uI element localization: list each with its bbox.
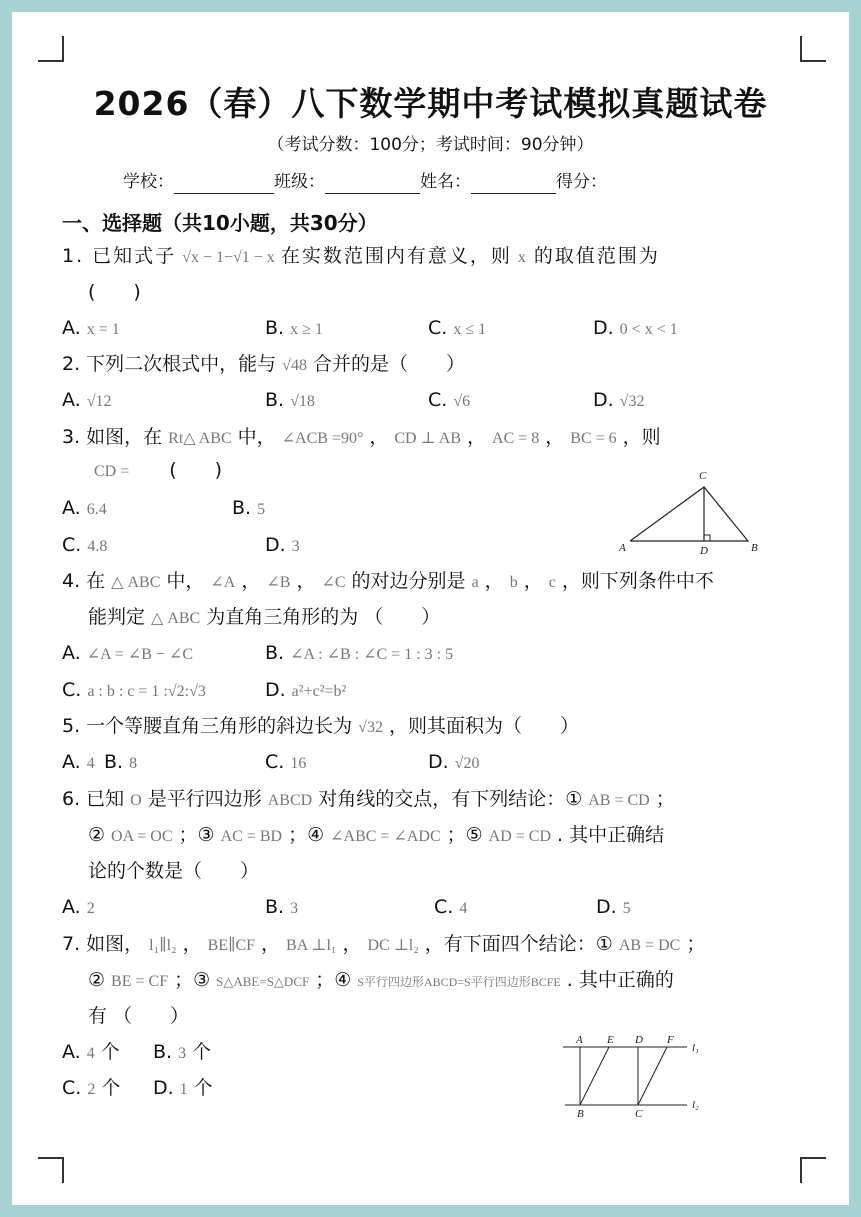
math-expression: ∠C [321,574,346,591]
question-7-line3: 有 （ ） [88,1005,190,1027]
corner-mark [38,36,64,62]
text: C. [62,1077,82,1099]
text: 能判定 [88,606,146,628]
math-expression: 3 [290,900,299,917]
text: 7. 如图， [62,933,144,955]
score-label: 得分： [556,172,607,192]
math-expression: a [471,574,479,591]
option-b[interactable] [104,750,143,776]
option-c[interactable] [434,895,473,921]
text: D [635,1034,643,1046]
question-2 [62,352,465,378]
math-expression: l₁∥l₂ [149,937,177,954]
text: D. [593,389,614,411]
question-6-line3: 论的个数是（ ） [88,860,260,882]
text: 6. 已知 [62,788,125,810]
text: 中， [237,426,276,448]
math: √x − 1−√1 − x [182,249,275,266]
text: E [607,1034,614,1046]
math-expression: x = 1 [86,321,120,338]
option-b[interactable] [265,895,304,921]
text: B. [265,389,285,411]
text: ② [88,969,106,991]
text: D. [428,751,449,773]
math-expression: 1 [179,1081,188,1098]
text: 个 [193,1077,213,1099]
math-expression: O [130,792,142,809]
math-expression: BA ⊥l₁ [286,937,337,954]
triangle-figure [615,465,765,560]
text: ；③ [174,969,211,991]
option-a[interactable] [62,496,113,522]
text: A. [62,751,81,773]
math-expression: b [509,574,518,591]
math-expression: DC ⊥l₂ [367,937,419,954]
corner-mark [800,36,826,62]
text: ② [88,824,106,846]
math-expression: ∠A [210,574,236,591]
text: D. [593,317,614,339]
option-d[interactable] [265,678,352,704]
text: . 其中正确结 [557,824,665,846]
math-expression: ∠A = ∠B − ∠C [86,646,193,663]
math-expression: a²+c²=b² [291,683,347,700]
option-a[interactable] [62,750,95,776]
option-b[interactable] [232,496,271,522]
text: ；③ [178,824,215,846]
math-expression: 6.4 [86,501,107,518]
q-text: 合并的是（ ） [312,353,465,375]
question-3-line2 [88,458,222,484]
text: l₂ [692,1099,699,1111]
math-expression: 2 [87,1081,96,1098]
text: 3. 如图，在 [62,426,163,448]
math-expression: 0 < x < 1 [619,321,678,338]
math-expression: S平行四边形ABCD=S平行四边形BCFE [357,975,561,989]
exam-subtitle: （考试分数：100分；考试时间：90分钟） [267,135,594,155]
math-expression: 16 [290,755,307,772]
text: 对角线的交点，有下列结论：① [318,788,583,810]
text: B. [265,642,285,664]
text: ，则 [622,426,661,448]
text: 中， [166,570,205,592]
question-3: 3. 如图，在 Rt△ ABC 中， ∠ACB =90° ， CD ⊥ AB ， AC = 8 ， BC = 6 ，则 [62,426,661,448]
text: B [577,1108,584,1120]
question-7-line2 [88,968,674,994]
text: B. [265,317,285,339]
math-expression: 2 [86,900,95,917]
text: C [635,1108,643,1120]
text: l₁ [692,1042,699,1054]
text: 个 [192,1041,212,1063]
text: 的对边分别是 [351,570,466,592]
section-heading: 一、选择题（共10小题，共30分） [62,211,378,235]
math-expression: BC = 6 [570,430,617,447]
text: B. [104,751,124,773]
text: 为直角三角形的为 （ ） [206,606,441,628]
option-b[interactable] [265,388,321,414]
math-expression: √6 [453,393,471,410]
math: √48 [282,357,307,374]
text: . 其中正确的 [566,969,674,991]
text: ( ) [169,459,223,481]
option-a[interactable] [62,895,101,921]
math-expression: x ≥ 1 [290,321,323,338]
question-7: 7. 如图， l₁∥l₂ ， BE∥CF ， BA ⊥l₁ ， DC ⊥l₂ ，有下面四个结论：① AB = DC ； [62,933,706,955]
option-d[interactable] [593,316,684,342]
text: C. [62,534,82,556]
school-label: 学校： [123,172,174,192]
parallel-lines-figure [555,1030,715,1120]
math-expression: 4.8 [87,538,108,555]
option-d[interactable] [265,533,306,559]
text: D [700,545,708,557]
math-expression: c [548,574,556,591]
math-expression: AD = CD [488,828,552,845]
math-expression: Rt△ ABC [168,430,232,447]
question-6 [62,787,675,813]
text: B. [232,497,252,519]
math-expression: ∠ABC = ∠ADC [330,828,441,845]
corner-mark [38,1157,64,1183]
text: A. [62,497,81,519]
text: ，则下列条件中不 [561,570,714,592]
text: A. [62,1041,81,1063]
corner-mark [800,1157,826,1183]
class-label: 班级： [274,172,325,192]
text: ，则其面积为（ ） [388,715,579,737]
math-expression: ABCD [267,792,313,809]
text: 个 [101,1077,121,1099]
question-4: 4. 在 △ ABC 中， ∠A ， ∠B ， ∠C 的对边分别是 a ， b ， c ，则下列条件中不 [62,570,714,592]
name-label: 姓名： [420,172,471,192]
option-c[interactable] [62,1076,120,1102]
math-expression: 3 [291,538,300,555]
option-c[interactable] [265,750,312,776]
text: B. [265,896,285,918]
school-blank[interactable] [174,175,274,194]
option-d[interactable] [593,388,650,414]
math-expression: √18 [290,393,315,410]
option-c[interactable] [62,678,212,704]
text: 个 [100,1041,120,1063]
math-expression: AB = DC [618,937,681,954]
math-expression: √12 [86,393,112,410]
math-expression: 4 [86,755,95,772]
text: A. [62,642,81,664]
math-expression: S△ABE=S△DCF [216,974,310,989]
option-d[interactable] [596,895,637,921]
q-text: 的取值范围为 [533,245,660,267]
option-d[interactable] [153,1076,213,1102]
math-expression: 4 [459,900,468,917]
q-text: 1. 已知式子 [62,245,177,267]
math-expression: △ ABC [151,610,201,627]
text: C. [434,896,454,918]
text: B. [153,1041,173,1063]
q-text: 2. 下列二次根式中，能与 [62,353,277,375]
option-a[interactable] [62,641,199,667]
math-expression: 3 [178,1045,187,1062]
option-b[interactable] [265,641,459,667]
option-d[interactable] [428,750,485,776]
question-5 [62,714,579,740]
q-text: 在实数范围内有意义，则 [280,245,512,267]
text: C [699,470,707,482]
text: D. [596,896,617,918]
math-expression: ∠B [266,574,291,591]
option-b[interactable] [265,316,329,342]
text: ；④ [288,824,325,846]
text: B [751,542,758,554]
text: A [576,1034,583,1046]
text: A. [62,896,81,918]
option-a[interactable] [62,388,117,414]
text: A [619,542,626,554]
math-expression: √20 [454,755,480,772]
math-expression: ∠ACB =90° [281,430,364,447]
option-a[interactable] [62,1040,120,1066]
text: ； [686,933,706,955]
math-expression: OA = OC [111,828,173,845]
option-b[interactable] [153,1040,211,1066]
math-expression: 5 [622,900,631,917]
math-expression: CD ⊥ AB [394,430,461,447]
math-expression: AC = 8 [492,430,540,447]
math-expression: CD = [94,463,130,480]
name-blank[interactable] [471,175,556,194]
math-expression: BE∥CF [207,937,256,954]
text: 4. 在 [62,570,106,592]
text: A. [62,317,81,339]
question-4-line2 [88,605,440,631]
math-expression: AC = BD [220,828,283,845]
text: 是平行四边形 [147,788,262,810]
class-blank[interactable] [325,175,420,194]
text: C. [265,751,285,773]
text: D. [265,679,286,701]
option-a[interactable] [62,316,126,342]
math-expression: AB = CD [588,792,650,809]
text: ；⑤ [446,824,483,846]
math-expression: 8 [129,755,138,772]
text: D. [265,534,286,556]
text: C. [428,317,448,339]
exam-title: 2026（春）八下数学期中考试模拟真题试卷 [93,84,768,123]
math-expression: ∠A : ∠B : ∠C = 1 : 3 : 5 [290,646,454,663]
option-c[interactable] [428,316,492,342]
text: F [667,1034,674,1046]
question-1 [62,244,660,270]
text: ；④ [315,969,352,991]
math-expression: √32 [619,393,645,410]
text: 5. 一个等腰直角三角形的斜边长为 [62,715,353,737]
math-expression: BE = CF [111,973,169,990]
answer-paren: ( ) [88,281,141,303]
math-expression: △ ABC [111,574,161,591]
text: D. [153,1077,174,1099]
text: ； [655,788,675,810]
math-expression: 5 [257,501,266,518]
text: ，有下面四个结论：① [424,933,613,955]
math-expression: x ≤ 1 [453,321,487,338]
math-expression: 4 [86,1045,95,1062]
math-expression: a : b : c = 1 :√2:√3 [87,683,206,700]
student-info [123,170,607,194]
text: C. [62,679,82,701]
option-c[interactable] [428,388,476,414]
text: C. [428,389,448,411]
math: x [517,249,528,266]
option-c[interactable] [62,533,113,559]
text: A. [62,389,81,411]
math-expression: √32 [358,719,383,736]
question-6-line2 [88,823,664,849]
